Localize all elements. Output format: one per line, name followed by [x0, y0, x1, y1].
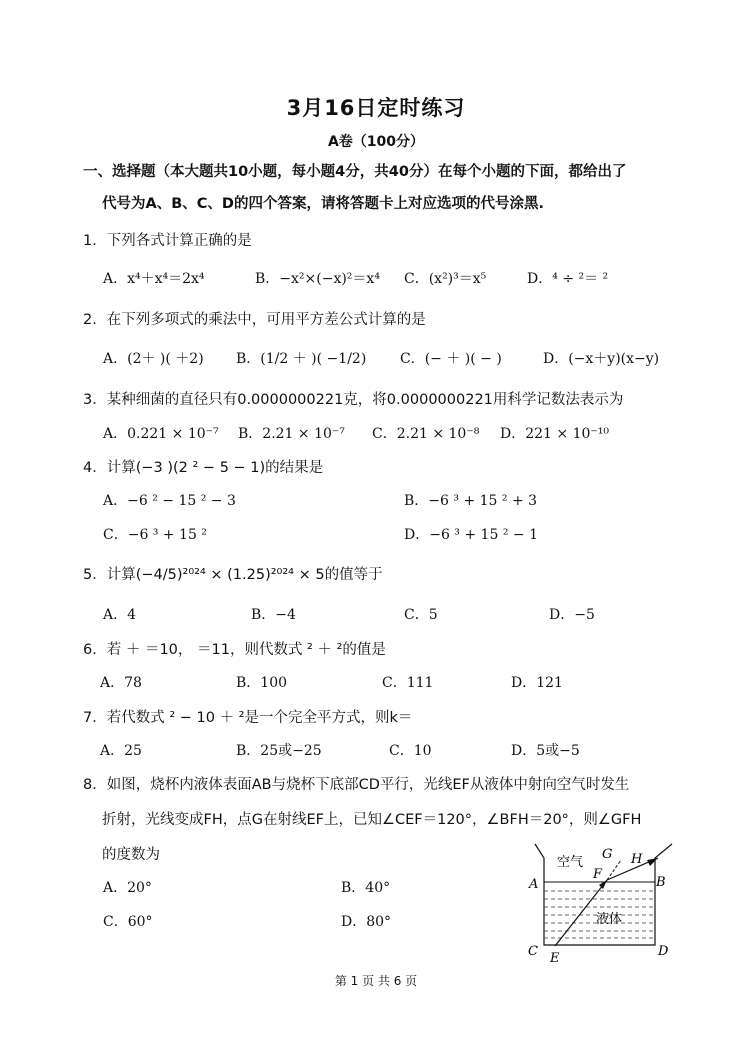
q2-option-b: B．(1/2 ＋ )( −1/2) [236, 351, 367, 367]
beaker-refraction-figure [525, 838, 685, 966]
point-e-label: E [550, 951, 560, 966]
q3-option-d: D．221 × 10⁻¹⁰ [500, 426, 610, 442]
q2-option-a: A．(2＋ )( ＋2) [103, 351, 204, 367]
question-8-stem-line2: 折射，光线变成FH，点G在射线EF上，已知∠CEF＝120°，∠BFH＝20°，则∠GFH [102, 812, 642, 828]
section-heading-line1: 一、选择题（本大题共10小题，每小题4分，共40分）在每个小题的下面，都给出了 [83, 164, 627, 180]
air-label: 空气 [557, 855, 584, 870]
question-4-stem: 4．计算(−3 )(2 ² − 5 − 1)的结果是 [83, 460, 324, 476]
question-2-stem: 2．在下列多项式的乘法中，可用平方差公式计算的是 [83, 312, 426, 328]
q8-option-a: A．20° [103, 880, 152, 896]
q7-option-b: B．25或−25 [236, 743, 322, 759]
page-title: 3月16日定时练习 [286, 96, 466, 120]
q5-option-c: C．5 [404, 607, 438, 623]
question-7-stem: 7．若代数式 ² − 10 ＋ ²是一个完全平方式，则k＝ [83, 710, 413, 726]
q3-option-b: B．2.21 × 10⁻⁷ [238, 426, 345, 442]
q8-option-c: C．60° [103, 914, 153, 930]
point-d-label: D [658, 944, 669, 959]
point-a-label: A [529, 877, 539, 892]
q5-option-b: B．−4 [251, 607, 296, 623]
ray-fh-arrow [647, 858, 658, 866]
q5-option-d: D．−5 [549, 607, 595, 623]
q5-option-a: A．4 [103, 607, 137, 623]
q6-option-b: B．100 [236, 675, 288, 691]
q3-option-a: A．0.221 × 10⁻⁷ [103, 426, 219, 442]
q7-option-c: C．10 [389, 743, 432, 759]
q4-option-d: D．−6 ³ + 15 ² − 1 [404, 527, 538, 543]
page-footer: 第 1 页 共 6 页 [334, 974, 418, 988]
q6-option-a: A．78 [100, 675, 142, 691]
q1-option-c: C．(x²)³＝x⁵ [404, 271, 487, 287]
question-5-stem: 5．计算(−4/5)²⁰²⁴ × (1.25)²⁰²⁴ × 5的值等于 [83, 567, 383, 583]
point-f-label: F [593, 867, 603, 882]
q2-option-c: C．(− ＋ )( − ) [400, 351, 502, 367]
q7-option-a: A．25 [100, 743, 142, 759]
paper-subtitle: A卷（100分） [327, 134, 425, 150]
question-6-stem: 6．若 ＋ ＝10， ＝11，则代数式 ² ＋ ²的值是 [83, 642, 386, 658]
point-h-label: H [631, 852, 643, 867]
point-g-label: G [602, 847, 613, 862]
q4-option-c: C．−6 ³ + 15 ² [103, 527, 207, 543]
q6-option-d: D．121 [511, 675, 563, 691]
question-8-stem-line1: 8．如图，烧杯内液体表面AB与烧杯下底部CD平行，光线EF从液体中射向空气时发生 [83, 777, 630, 793]
point-b-label: B [656, 875, 666, 890]
q8-option-d: D．80° [341, 914, 392, 930]
q1-option-a: A．x⁴＋x⁴＝2x⁴ [103, 271, 205, 287]
liquid-label: 液体 [596, 912, 623, 927]
q4-option-a: A．−6 ² − 15 ² − 3 [103, 493, 236, 509]
q1-option-d: D．⁴ ÷ ²＝ ² [527, 271, 609, 287]
q2-option-d: D．(−x＋y)(x−y) [543, 351, 660, 367]
point-c-label: C [528, 944, 538, 959]
q1-option-b: B．−x²×(−x)²＝x⁴ [255, 271, 380, 287]
q6-option-c: C．111 [382, 675, 434, 691]
question-3-stem: 3．某种细菌的直径只有0.0000000221克，将0.0000000221用科学记数法表示为 [83, 392, 624, 408]
q7-option-d: D．5或−5 [511, 743, 580, 759]
question-1-stem: 1．下列各式计算正确的是 [83, 233, 252, 249]
q3-option-c: C．2.21 × 10⁻⁸ [372, 426, 480, 442]
q4-option-b: B．−6 ³ + 15 ² + 3 [404, 493, 538, 509]
section-heading-line2: 代号为A、B、C、D的四个答案，请将答题卡上对应选项的代号涂黑. [102, 196, 544, 212]
q8-option-b: B．40° [341, 880, 391, 896]
question-8-stem-line3: 的度数为 [102, 847, 160, 863]
